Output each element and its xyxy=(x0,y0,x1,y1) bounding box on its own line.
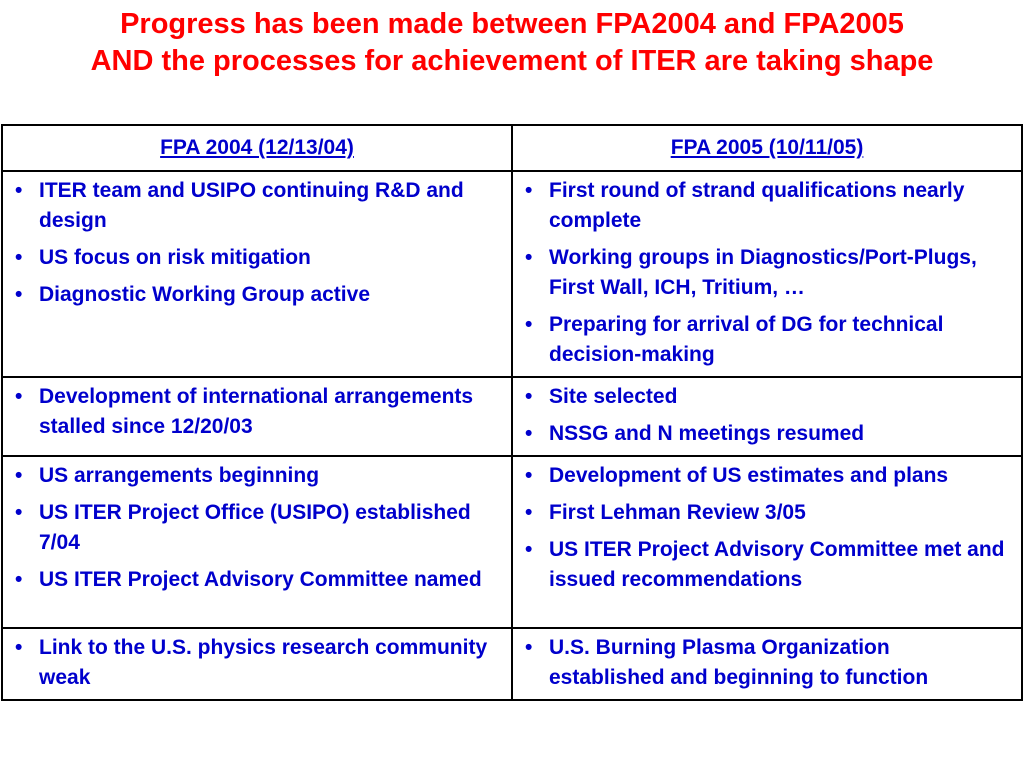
bullet-list xyxy=(3,172,511,316)
bullet-list xyxy=(513,457,1021,601)
list-item: • Site selected xyxy=(523,382,1011,412)
bullet-list xyxy=(513,378,1021,455)
list-item: • Diagnostic Working Group active xyxy=(13,280,501,310)
table-row xyxy=(2,171,1022,377)
bullet-list xyxy=(3,629,511,699)
bullet-list xyxy=(3,378,511,448)
comparison-table xyxy=(1,124,1023,701)
list-item: • First Lehman Review 3/05 xyxy=(523,498,1011,528)
cell-fpa-2004 xyxy=(2,456,512,628)
header-fpa-2004-label: FPA 2004 (12/13/04) xyxy=(160,136,354,159)
table-header-row xyxy=(2,125,1022,171)
cell-fpa-2005 xyxy=(512,171,1022,377)
header-fpa-2005-label: FPA 2005 (10/11/05) xyxy=(670,136,864,159)
list-item: • US focus on risk mitigation xyxy=(13,243,501,273)
list-item: • U.S. Burning Plasma Organization established and beginning to function xyxy=(523,633,1011,693)
title-line-2: AND the processes for achievement of ITER are taking shape xyxy=(90,45,934,77)
table-row xyxy=(2,377,1022,456)
list-item: • Link to the U.S. physics research community weak xyxy=(13,633,501,693)
cell-fpa-2005 xyxy=(512,456,1022,628)
list-item: • ITER team and USIPO continuing R&D and design xyxy=(13,176,501,236)
list-item: • Working groups in Diagnostics/Port-Plugs, First Wall, ICH, Tritium, … xyxy=(523,243,1011,303)
table-row xyxy=(2,628,1022,700)
slide-title xyxy=(0,6,1024,80)
bullet-list xyxy=(513,172,1021,376)
cell-fpa-2004 xyxy=(2,628,512,700)
list-item: • NSSG and N meetings resumed xyxy=(523,419,1011,449)
list-item: • US ITER Project Office (USIPO) established 7/04 xyxy=(13,498,501,558)
bullet-list xyxy=(3,457,511,601)
cell-fpa-2005 xyxy=(512,377,1022,456)
list-item: • Development of US estimates and plans xyxy=(523,461,1011,491)
list-item: • First round of strand qualifications nearly complete xyxy=(523,176,1011,236)
cell-fpa-2004 xyxy=(2,171,512,377)
title-line-1: Progress has been made between FPA2004 and FPA2005 xyxy=(120,8,904,40)
list-item: • US ITER Project Advisory Committee named xyxy=(13,565,501,595)
list-item: • Preparing for arrival of DG for technical decision-making xyxy=(523,310,1011,370)
cell-fpa-2005 xyxy=(512,628,1022,700)
cell-fpa-2004 xyxy=(2,377,512,456)
header-fpa-2005 xyxy=(512,125,1022,171)
bullet-list xyxy=(513,629,1021,699)
list-item: • US arrangements beginning xyxy=(13,461,501,491)
list-item: • Development of international arrangements stalled since 12/20/03 xyxy=(13,382,501,442)
header-fpa-2004 xyxy=(2,125,512,171)
list-item: • US ITER Project Advisory Committee met and issued recommendations xyxy=(523,535,1011,595)
table-row xyxy=(2,456,1022,628)
